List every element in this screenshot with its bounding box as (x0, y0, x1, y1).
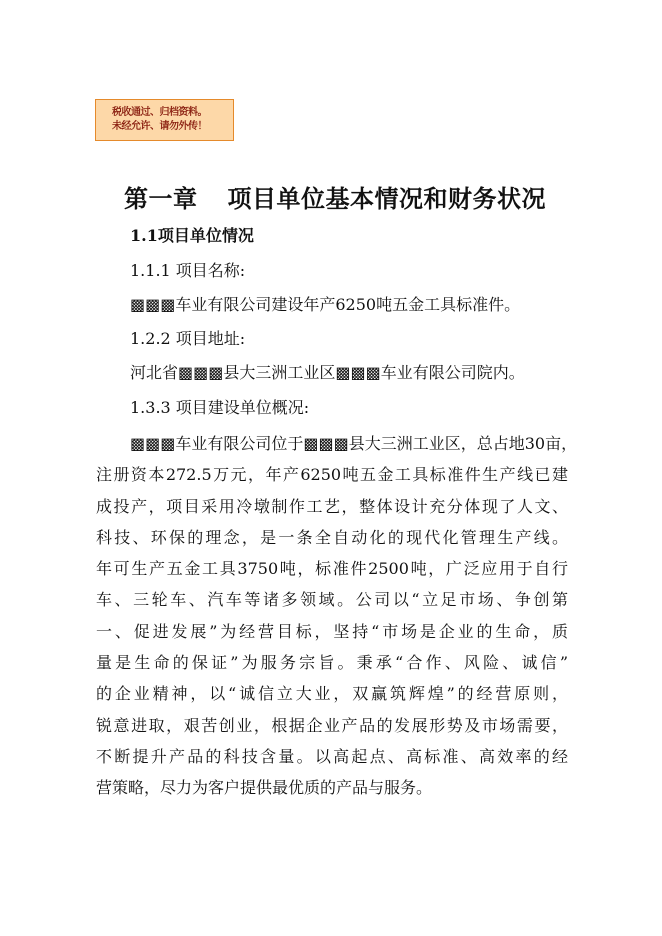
overview-paragraph (96, 428, 576, 804)
paragraph-line: 量是生命的保证”为服务宗旨。秉承“合作、风险、诚信” (96, 653, 568, 673)
chapter-name: 项目单位基本情况和财务状况 (227, 184, 546, 213)
paragraph-line: 一、促进发展”为经营目标，坚持“市场是企业的生命，质 (96, 621, 568, 641)
paragraph-line: 成投产，项目采用冷墩制作工艺，整体设计充分体现了人文、 (96, 496, 568, 516)
item-value-project-name: ▩▩▩车业有限公司建设年产6250吨五金工具标准件。 (130, 295, 521, 314)
item-label-project-address: 1.2.2 项目地址: (130, 329, 246, 348)
paragraph-line: 营策略，尽力为客户提供最优质的产品与服务。 (96, 778, 433, 798)
paragraph-line: 科技、环保的理念，是一条全自动化的现代化管理生产线。 (96, 527, 568, 547)
paragraph-line: ▩▩▩车业有限公司位于▩▩▩县大三洲工业区，总占地30亩， (130, 434, 578, 453)
item-label-unit-overview: 1.3.3 项目建设单位概况: (130, 398, 310, 417)
section-heading: 1.1项目单位情况 (130, 226, 254, 245)
chapter-number: 第一章 (124, 184, 198, 213)
item-value-project-address: 河北省▩▩▩县大三洲工业区▩▩▩车业有限公司院内。 (130, 363, 525, 382)
stamp-line-2: 未经允许、请勿外传！ (112, 121, 207, 132)
chapter-title (124, 184, 546, 214)
item-label-project-name: 1.1.1 项目名称: (130, 261, 246, 280)
paragraph-line: 锐意进取，艰苦创业，根据企业产品的发展形势及市场需要， (96, 715, 568, 735)
paragraph-line: 年可生产五金工具3750吨，标准件2500吨，广泛应用于自行 (96, 559, 568, 579)
paragraph-line: 车、三轮车、汽车等诸多领域。公司以“立足市场、争创第 (96, 590, 568, 610)
paragraph-line: 不断提升产品的科技含量。以高起点、高标准、高效率的经 (96, 746, 568, 766)
stamp-line-1: 税收通过、归档资料。 (112, 107, 207, 118)
paragraph-line: 的企业精神，以“诚信立大业，双赢筑辉煌”的经营原则， (96, 684, 568, 704)
confidential-stamp (95, 99, 234, 141)
paragraph-line: 注册资本272.5万元，年产6250吨五金工具标准件生产线已建 (96, 465, 568, 485)
